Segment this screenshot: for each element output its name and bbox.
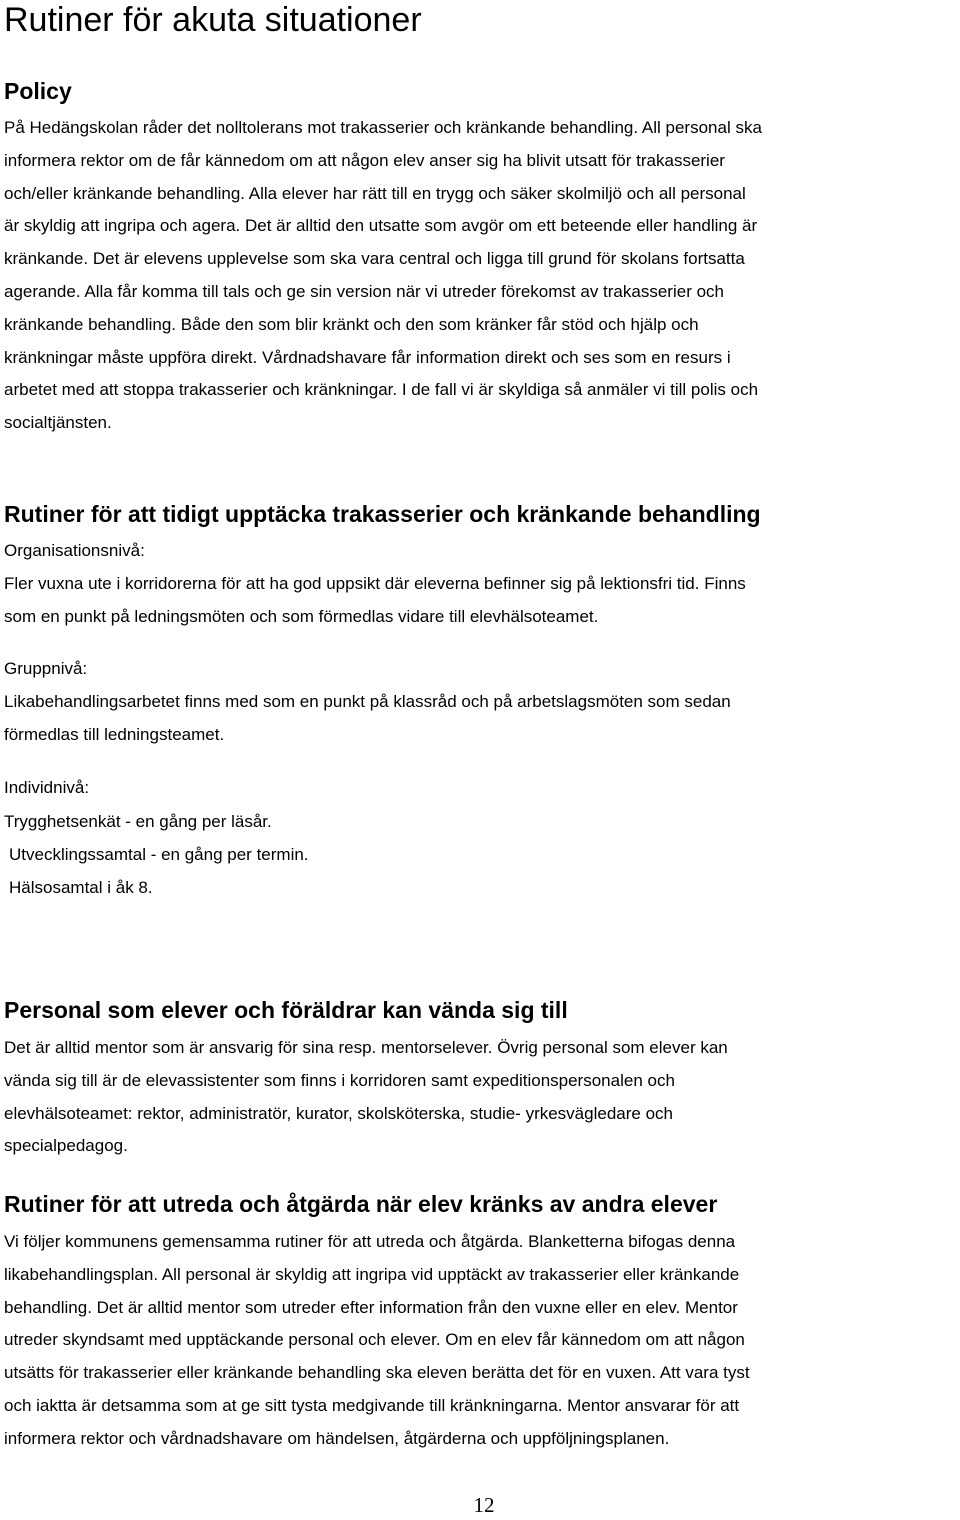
policy-line: informera rektor om de får kännedom om att någon elev anser sig ha blivit utsatt för trakasserier bbox=[4, 150, 725, 170]
investigate-line: och iaktta är detsamma som at ge sitt tysta medgivande till kränkningarna. Mentor ansvarar för att bbox=[4, 1395, 740, 1415]
staff-line: elevhälsoteamet: rektor, administratör, kurator, skolsköterska, studie- yrkesvägledare och bbox=[4, 1103, 673, 1123]
detect-heading: Rutiner för att tidigt upptäcka trakasserier och kränkande behandling bbox=[4, 501, 761, 527]
investigate-line: Vi följer kommunens gemensamma rutiner för att utreda och åtgärda. Blanketterna bifogas denna bbox=[4, 1232, 736, 1251]
investigate-line: utsätts för trakasserier eller kränkande behandling ska eleven berätta det för en vuxen. Att vara tyst bbox=[4, 1363, 750, 1383]
individual-item: Hälsosamtal i åk 8. bbox=[9, 877, 153, 897]
investigate-paragraph bbox=[4, 1226, 958, 1456]
group-level-label: Gruppnivå: bbox=[4, 659, 88, 678]
group-line: Likabehandlingsarbetet finns med som en punkt på klassråd och på arbetslagsmöten som sedan bbox=[4, 692, 731, 711]
page-number: 12 bbox=[473, 1493, 495, 1517]
group-level-paragraph bbox=[4, 686, 958, 752]
staff-heading: Personal som elever och föräldrar kan vända sig till bbox=[4, 997, 568, 1023]
organisation-level-label: Organisationsnivå: bbox=[4, 541, 145, 560]
organisation-line: som en punkt på ledningsmöten och som förmedlas vidare till elevhälsoteamet. bbox=[4, 606, 599, 626]
individual-item: Trygghetsenkät - en gång per läsår. bbox=[4, 812, 272, 831]
staff-paragraph bbox=[4, 1032, 958, 1163]
policy-line: kränkande behandling. Både den som blir kränkt och den som kränker får stöd och hjälp och bbox=[4, 314, 699, 334]
policy-line: kränkningar måste uppföra direkt. Vårdnadshavare får information direkt och ses som en resurs i bbox=[4, 347, 731, 367]
investigate-line: likabehandlingsplan. All personal är skyldig att ingripa vid upptäckt av trakasserier eller kränkande bbox=[4, 1264, 740, 1284]
page-title: Rutiner för akuta situationer bbox=[4, 1, 422, 39]
investigate-line: behandling. Det är alltid mentor som utreder efter information från den vuxne eller en elev. Mentor bbox=[4, 1297, 738, 1317]
staff-line: specialpedagog. bbox=[4, 1136, 128, 1156]
policy-heading: Policy bbox=[4, 78, 72, 104]
policy-paragraph bbox=[4, 112, 958, 440]
investigate-heading: Rutiner för att utreda och åtgärda när elev kränks av andra elever bbox=[4, 1191, 718, 1217]
organisation-level-paragraph bbox=[4, 568, 958, 634]
group-line: förmedlas till ledningsteamet. bbox=[4, 724, 225, 744]
policy-line: arbetet med att stoppa trakasserier och kränkningar. I de fall vi är skyldiga så anmäler vi till polis och bbox=[4, 380, 759, 400]
policy-line: är skyldig att ingripa och agera. Det är alltid den utsatte som avgör om ett beteende eller handling är bbox=[4, 216, 758, 236]
policy-line: socialtjänsten. bbox=[4, 413, 112, 433]
individual-level-list bbox=[4, 806, 958, 904]
policy-line: På Hedängskolan råder det nolltolerans mot trakasserier och kränkande behandling. All personal ska bbox=[4, 118, 762, 137]
policy-line: agerande. Alla får komma till tals och ge sin version när vi utreder förekomst av trakasserier och bbox=[4, 281, 724, 301]
policy-line: kränkande. Det är elevens upplevelse som ska vara central och ligga till grund för skolans fortsatta bbox=[4, 249, 745, 269]
investigate-line: informera rektor och vårdnadshavare om händelsen, åtgärderna och uppföljningsplanen. bbox=[4, 1428, 670, 1448]
policy-line: och/eller kränkande behandling. Alla elever har rätt till en trygg och säker skolmiljö och all personal bbox=[4, 183, 746, 203]
organisation-line: Fler vuxna ute i korridorerna för att ha god uppsikt där eleverna befinner sig på lektionsfri tid. Finns bbox=[4, 574, 746, 593]
staff-line: vända sig till är de elevassistenter som finns i korridoren samt expeditionspersonalen och bbox=[4, 1070, 675, 1090]
investigate-line: utreder skyndsamt med upptäckande personal och elever. Om en elev får kännedom om att någon bbox=[4, 1330, 745, 1350]
individual-level-label: Individnivå: bbox=[4, 778, 90, 797]
staff-line: Det är alltid mentor som är ansvarig för sina resp. mentorselever. Övrig personal som elever kan bbox=[4, 1038, 728, 1057]
individual-item: Utvecklingssamtal - en gång per termin. bbox=[9, 844, 309, 864]
